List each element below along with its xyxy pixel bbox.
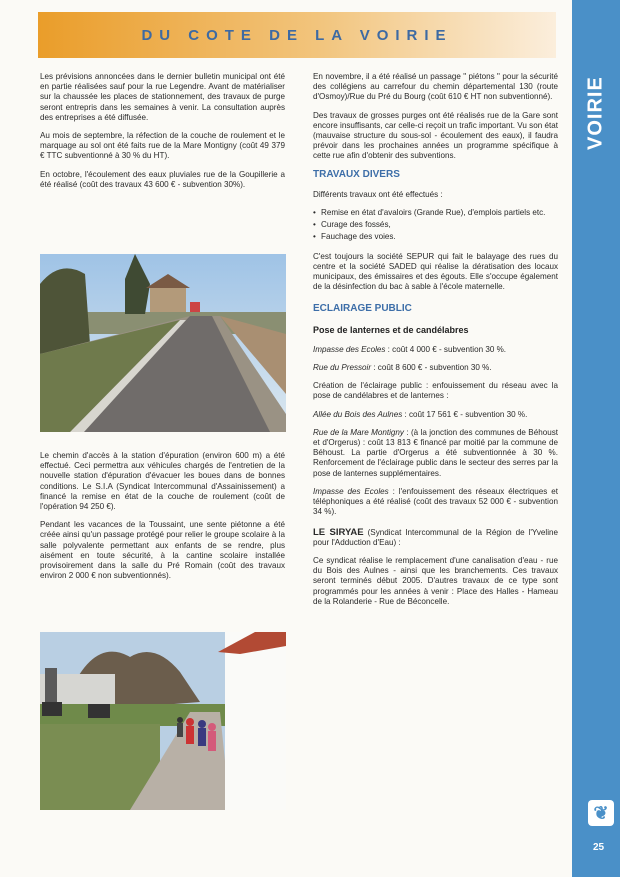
section-label: VOIRIE [584,76,607,150]
left-column-top [40,72,285,198]
municipal-logo-icon: ❦ [588,800,614,826]
cost-line: Impasse des Ecoles : coût 4 000 € - subvention 30 %. [313,344,507,354]
paragraph: Création de l'éclairage public : enfouissement du réseau avec la pose de candélabres et de lanternes : [313,381,558,401]
work-list [313,208,558,243]
list-item: • Fauchage des voies. [313,232,558,242]
list-item: • Remise en état d'avaloirs (Grande Rue), d'emplois partiels etc. [313,208,558,218]
paragraph: En octobre, l'écoulement des eaux pluviales rue de la Goupillerie a été réalisé (coût des travaux 43 600 € - subvention 30%). [40,169,285,189]
list-item: • Curage des fossés, [313,220,558,230]
cost-line: Rue du Pressoir : coût 8 600 € - subvention 30 %. [313,363,492,373]
paragraph: Au mois de septembre, la réfection de la couche de roulement et le marquage au sol ont été faits rue de la Mare Montigny (coût 49 379 € TTC subventionné à 30 % du HT). [40,131,285,161]
road-photo [40,254,286,432]
left-column-middle [40,451,285,589]
page-number: 25 [593,842,605,853]
page-title: DU COTE DE LA VOIRIE [141,26,453,44]
right-column [313,72,558,615]
paragraph: C'est toujours la société SEPUR qui fait le balayage des rues du centre et la société SADED qui réalise la dératisation des locaux municipaux, des émissaires et des égouts. Elle s'occupe également de la désinfection du bac à sable à l'école maternelle. [313,251,558,292]
paragraph: Pendant les vacances de la Toussaint, une sente piétonne a été créée ainsi qu'un passage protégé pour relier le groupe scolaire à la salle polyvalente permettant aux enfants de se rendre, plus aisément en toute sécurité, à la cantine scolaire installée provisoirement dans la salle du Pré Romain (coût des travaux environ 2 000 € non subventionnés). [40,520,285,581]
cost-line: Impasse des Ecoles : l'enfouissement des réseaux électriques et téléphoniques a été réalisé (coût des travaux 52 000 € - subvention 34 %). [313,486,558,517]
paragraph: Des travaux de grosses purges ont été réalisés rue de la Gare sont encore insuffisants, car celle-ci reçoit un trafic important. Vu son état (mauvaise structure du sous-sol - écoulement des eaux), il faudra prévoir dans les prochaines années un programme spécifique à cette rue afin d'obtenir des subventions. [313,110,558,161]
siryae-intro: LE SIRYAE (Syndicat Intercommunal de la Région de l'Yveline pour l'Adduction d'Eau) : [313,526,558,547]
paragraph: Différents travaux ont été effectués : [313,189,443,199]
paragraph: En novembre, il a été réalisé un passage " piétons " pour la sécurité des collégiens au carrefour du chemin départemental 130 (route d'Osmoy)/Rue du Pré du Bourg (coût 610 € HT non subventionné). [313,72,558,102]
cost-line: Rue de la Mare Montigny : (à la jonction des communes de Béhoust et d'Orgerus) : coût 13 813 € financé par moitié par la commune de Béhoust. La partie d'Orgerus a été subventionnée à 30 %. Renforcement de l'éclairage public dans le secteur des serres par la pose de lanternes supplémentaires. [313,427,558,478]
pedestrian-path-photo [40,632,286,810]
cost-line: Allée du Bois des Aulnes : coût 17 561 € - subvention 30 %. [313,409,528,419]
section-heading: TRAVAUX DIVERS [313,168,400,180]
section-heading: ECLAIRAGE PUBLIC [313,303,412,315]
paragraph: Ce syndicat réalise le remplacement d'une canalisation d'eau - rue du Bois des Aulnes - ainsi que les branchements. Ces travaux seront terminés début 2005. D'autres travaux de ce type sont programmés pour les années à venir : Place des Halles - Hameau de la Rolanderie - Rue de Béconcelle. [313,555,558,606]
paragraph: Les prévisions annoncées dans le dernier bulletin municipal ont été en partie réalisées sauf pour la rue Legendre. Avant de matérialiser sur la chaussée les places de stationnement, des travaux de purge seront entrepris dans les semaines à venir. La consultation auprès des entreprises a été diffusée. [40,72,285,122]
subsection-heading: Pose de lanternes et de candélabres [313,324,469,335]
paragraph: Le chemin d'accès à la station d'épuration (environ 600 m) a été effectué. Ceci permettra aux véhicules chargés de l'entretien de la nouvelle station d'épuration d'évacuer les boues dans de bonnes conditions. Le S.I.A (Syndicat Intercommunal d'Assainissement) a financé la remise en état de la couche de roulement (coût de l'opération 94 250 €). [40,451,285,512]
